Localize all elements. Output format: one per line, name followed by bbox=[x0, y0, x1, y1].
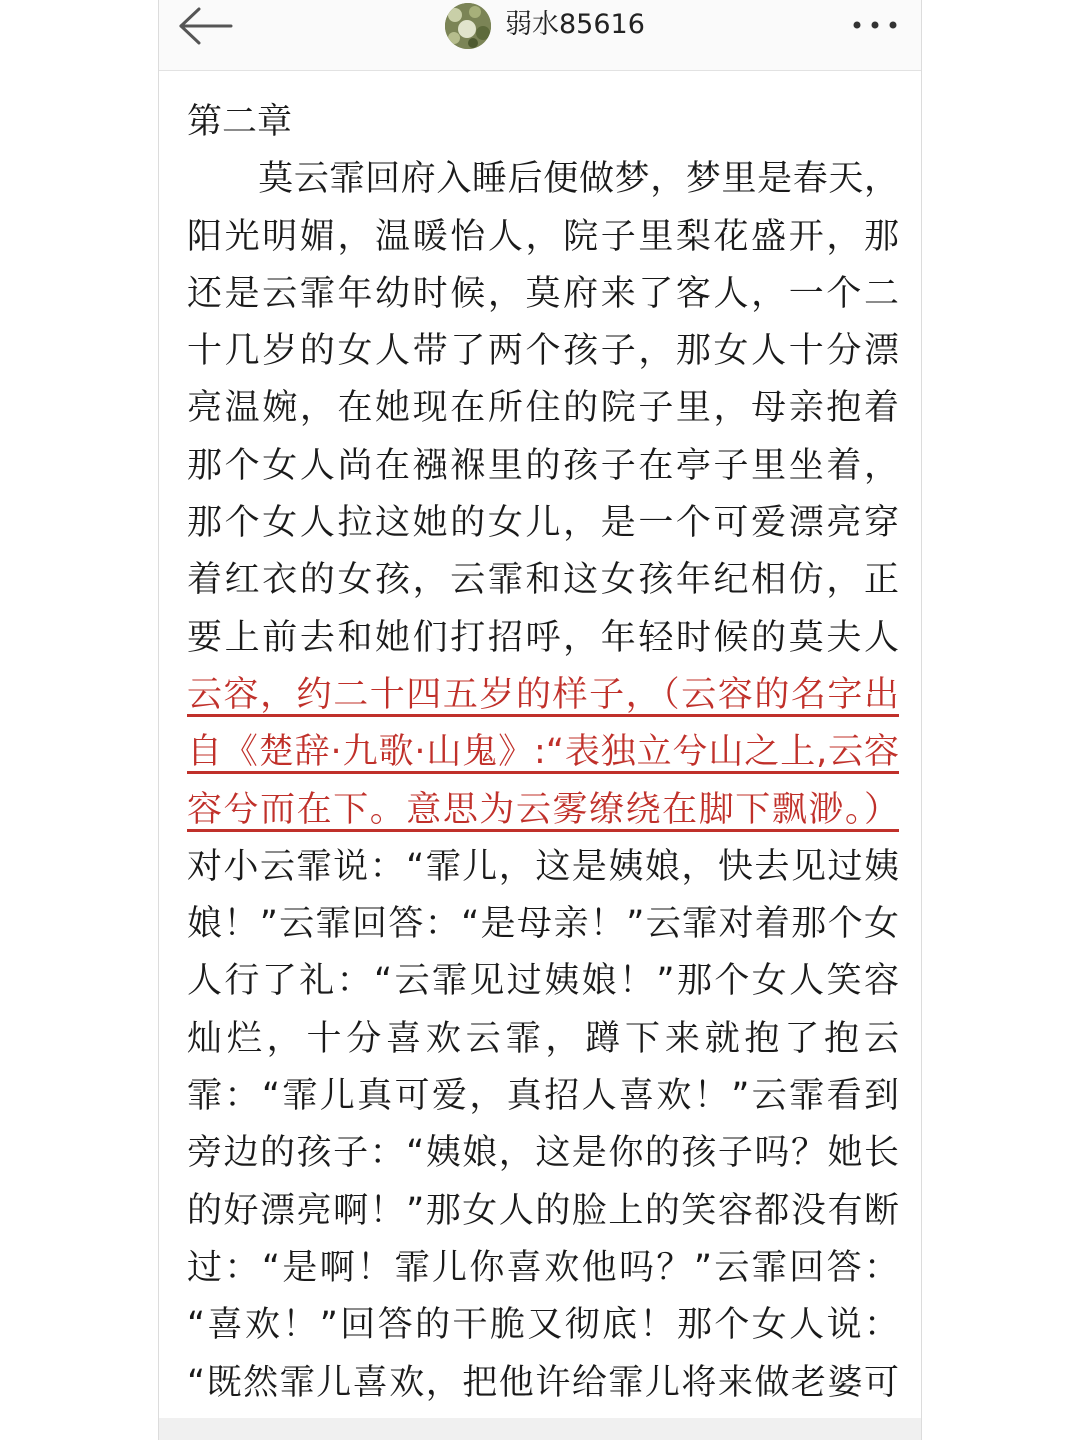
text-line: 阳光明媚，温暖怡人，院子里梨花盛开，那 bbox=[187, 216, 899, 257]
highlighted-line: 云容，约二十四五岁的样子，（云容的名字出 bbox=[187, 674, 899, 715]
text-line: 霏：“霏儿真可爱，真招人喜欢！”云霏看到 bbox=[187, 1076, 899, 1117]
back-button[interactable] bbox=[177, 6, 237, 46]
text-line: 十几岁的女人带了两个孩子，那女人十分漂 bbox=[187, 331, 899, 372]
bottom-edge bbox=[159, 1418, 921, 1440]
arrow-left-icon bbox=[177, 6, 237, 46]
text-line: 过：“是啊！霏儿你喜欢他吗？”云霏回答： bbox=[187, 1247, 899, 1288]
highlighted-line: 自《楚辞·九歌·山鬼》:“表独立兮山之上,云容 bbox=[187, 732, 899, 773]
text-line: 旁边的孩子：“姨娘，这是你的孩子吗？她长 bbox=[187, 1133, 899, 1174]
text-line: 要上前去和她们打招呼，年轻时候的莫夫人 bbox=[187, 617, 899, 658]
text-line: 着红衣的女孩，云霏和这女孩年纪相仿，正 bbox=[187, 560, 899, 601]
username[interactable]: 弱水85616 bbox=[505, 9, 645, 40]
text-line: 亮温婉，在她现在所住的院子里，母亲抱着 bbox=[187, 388, 899, 429]
reader-page bbox=[158, 0, 922, 1440]
more-button[interactable] bbox=[847, 10, 907, 40]
text-line: 还是云霏年幼时候，莫府来了客人，一个二 bbox=[187, 273, 899, 314]
text-line: 人行了礼：“云霏见过姨娘！”那个女人笑容 bbox=[187, 961, 899, 1002]
text-line: 的好漂亮啊！”那女人的脸上的笑容都没有断 bbox=[187, 1190, 899, 1231]
top-nav-bar bbox=[159, 0, 921, 71]
text-line: “既然霏儿喜欢，把他许给霏儿将来做老婆可 bbox=[187, 1362, 899, 1403]
text-line: 娘！”云霏回答：“是母亲！”云霏对着那个女 bbox=[187, 904, 899, 945]
text-line: 灿烂，十分喜欢云霏，蹲下来就抱了抱云 bbox=[187, 1018, 899, 1059]
text-line: 莫云霏回府入睡后便做梦，梦里是春天， bbox=[187, 159, 899, 200]
text-line: 对小云霏说：“霏儿，这是姨娘，快去见过姨 bbox=[187, 846, 899, 887]
text-line: “喜欢！”回答的干脆又彻底！那个女人说： bbox=[187, 1305, 899, 1346]
avatar-image bbox=[445, 3, 491, 49]
highlighted-line: 容兮而在下。意思为云雾缭绕在脚下飘渺。） bbox=[187, 789, 899, 830]
text-line: 那个女人尚在襁褓里的孩子在亭子里坐着， bbox=[187, 445, 899, 486]
chapter-title: 第二章 bbox=[187, 102, 293, 142]
article-body bbox=[187, 94, 899, 1412]
user-avatar[interactable] bbox=[445, 3, 491, 49]
text-line: 那个女人拉这她的女儿，是一个可爱漂亮穿 bbox=[187, 503, 899, 544]
more-dots-icon bbox=[847, 10, 907, 40]
